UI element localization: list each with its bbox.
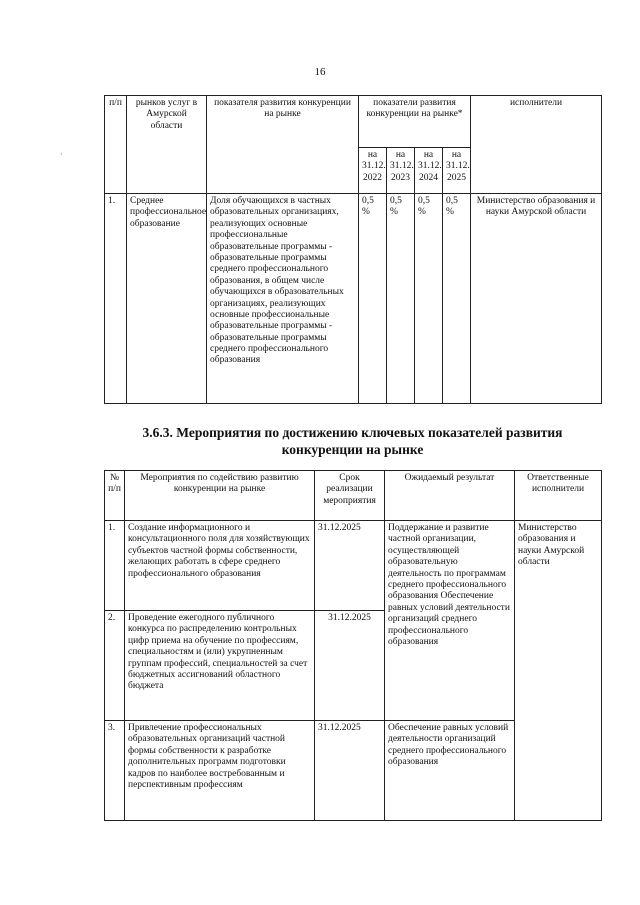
t1-header-market: рынков услуг в Амурской области (127, 96, 207, 194)
t1-header-executor: исполнители (471, 96, 602, 194)
t2-row2-deadline: 31.12.2025 (315, 611, 385, 721)
t2-merged-result: Поддержание и развитие частной организации, осуществляющей образовательную деятельность по программам среднего профессионального образования Обеспечение равных условий деятельности организаций среднего профессионального образования (385, 521, 515, 721)
t2-header-deadline: Срок реализации мероприятия (315, 471, 385, 521)
t1-header-year-2024: на 31.12. 2024 (415, 148, 443, 194)
measures-table (104, 470, 602, 821)
t2-merged-executor: Министерство образования и науки Амурской области (515, 521, 602, 821)
t2-header-result: Ожидаемый результат (385, 471, 515, 521)
t1-row-executor: Министерство образования и науки Амурской области (471, 194, 602, 404)
t1-row-indicator: Доля обучающихся в частных образовательных организациях, реализующих основные профессиональные образовательные программы - образовательные программы среднего профессионального образования, в общем числе обучающихся в образовательных организациях, реализующих основные профессиональные образовательные программы - образовательные программы среднего профессионального образования (207, 194, 359, 404)
t2-row1-num: 1. (105, 521, 125, 611)
t2-row2-num: 2. (105, 611, 125, 721)
t1-header-num: п/п (105, 96, 127, 194)
t2-row1-deadline: 31.12.2025 (315, 521, 385, 611)
t2-row3-num: 3. (105, 721, 125, 821)
t1-header-year-2023: на 31.12. 2023 (387, 148, 415, 194)
page-number: 16 (314, 66, 326, 78)
stray-mark: · (60, 150, 63, 159)
table-row (105, 194, 602, 404)
t2-row1-measure: Создание информационного и консультационного поля для хозяйствующих субъектов частной формы собственности, желающих работать в сфере среднего профессионального образования (125, 521, 315, 611)
t2-header-num: № п/п (105, 471, 125, 521)
indicators-table (104, 95, 602, 404)
t1-row-num: 1. (105, 194, 127, 404)
t2-row3-deadline: 31.12.2025 (315, 721, 385, 821)
t1-header-year-2022: на 31.12. 2022 (359, 148, 387, 194)
t1-header-indicator: показателя развития конкуренции на рынке (207, 96, 359, 194)
t2-row3-result: Обеспечение равных условий деятельности организаций среднего профессионального образования (385, 721, 515, 821)
t1-row-value-2025: 0,5 % (443, 194, 471, 404)
t1-header-year-2025: на 31.12. 2025 (443, 148, 471, 194)
t2-header-executor: Ответственные исполнители (515, 471, 602, 521)
table-row (105, 521, 602, 611)
t2-row2-measure: Проведение ежегодного публичного конкурса по распределению контрольных цифр приема на обучение по профессиям, специальностям и (или) укрупненным группам профессий, специальностей за счет бюджетных ассигнований областного бюджета (125, 611, 315, 721)
section-heading: 3.6.3. Мероприятия по достижению ключевых показателей развития конкуренции на рынке (142, 425, 563, 457)
t2-row3-measure: Привлечение профессиональных образовательных организаций частной формы собственности к разработке дополнительных программ подготовки кадров по наиболее востребованным и перспективным профессиям (125, 721, 315, 821)
t2-header-measure: Мероприятия по содействию развитию конкуренции на рынке (125, 471, 315, 521)
t1-row-value-2023: 0,5 % (387, 194, 415, 404)
t1-row-value-2024: 0,5 % (415, 194, 443, 404)
t1-row-value-2022: 0,5 % (359, 194, 387, 404)
t1-row-market: Среднее профессиональное образование (127, 194, 207, 404)
t1-header-values: показатели развития конкуренции на рынке* (359, 96, 471, 148)
